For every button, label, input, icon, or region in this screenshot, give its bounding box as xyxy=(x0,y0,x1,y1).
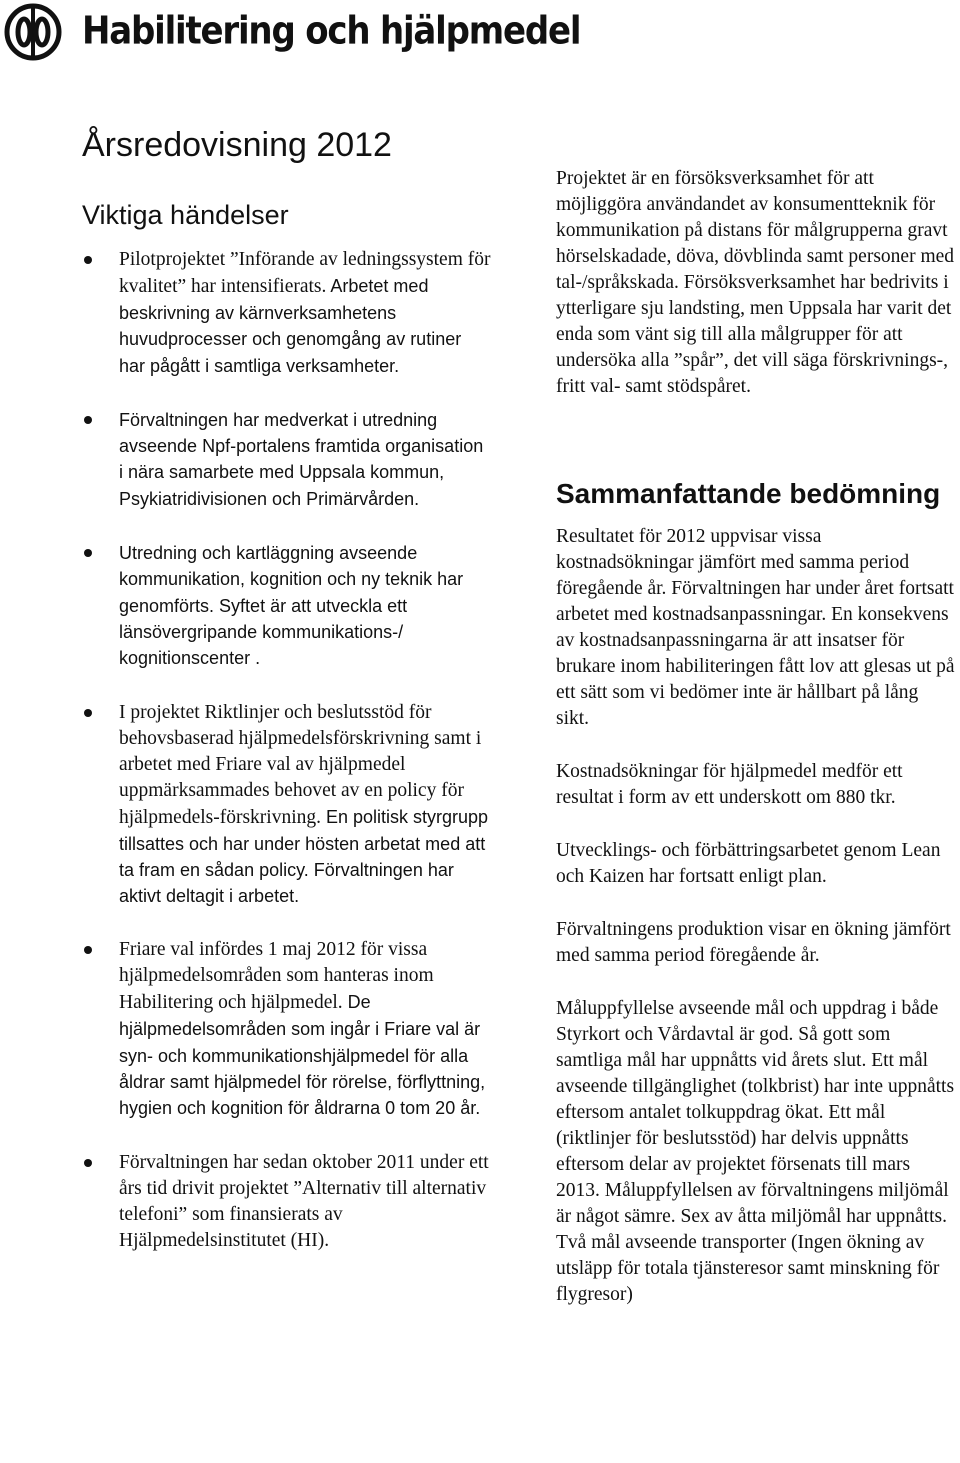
list-item xyxy=(82,407,492,512)
list-item-text-serif: I projektet Riktlinjer och beslutsstöd för behovsbaserad hjälpmedelsförskrivning samt i arbetet med Friare val av hjälpmedel uppmärksammades behovet av en policy för hjälpmedels-förskrivning. xyxy=(119,701,482,828)
list-item xyxy=(82,247,492,379)
bullet-icon xyxy=(84,416,92,424)
left-column xyxy=(82,247,492,1282)
page-header xyxy=(0,0,960,70)
summary-paragraph: Kostnadsökningar för hjälpmedel medför ett resultat i form av ett underskott om 880 tkr. xyxy=(556,761,903,808)
summary-paragraph: Måluppfyllelse avseende mål och uppdrag i både Styrkort och Vårdavtal är god. Så gott som samtliga mål har uppnåtts vid årets slut. Ett mål avseende tillgänglighet (tolkbrist) har inte uppnåtts eftersom antalet tolkuppdrag ökat. Ett mål (riktlinjer för beslutsstöd) har delvis uppnåtts eftersom delar av projektet försenats till mars 2013. Måluppfyllelsen av förvaltningens miljömål är något sämre. Sex av åtta miljömål har uppnåtts. Två mål avseende transporter (Ingen ökning av utsläpp för totala tjänsteresor samt minskning för flygresor) xyxy=(556,998,955,1305)
events-list xyxy=(82,247,492,1254)
summary-paragraph: Förvaltningens produktion visar en ökning jämfört med samma period föregående år. xyxy=(556,919,951,966)
brand-name: Habilitering och hjälpmedel xyxy=(82,9,581,54)
list-item xyxy=(82,700,492,910)
list-item-text-serif: Förvaltningen har sedan oktober 2011 under ett års tid drivit projektet ”Alternativ till alternativ telefoni” som finansierats av Hjälpmedelsinstitutet (HI). xyxy=(119,1151,489,1251)
list-item xyxy=(82,937,492,1121)
list-item-text-sans: De hjälpmedelsområden som ingår i Friare val är syn- och kommunikationshjälpmedel för alla åldrar samt hjälpmedel för rörelse, förflyttning, hygien och kognition för åldrarna 0 tom 20 år. xyxy=(119,992,486,1119)
right-column xyxy=(556,166,956,1335)
list-item-text-sans: Utredning och kartläggning avseende kommunikation, kognition och ny teknik har genomförts. xyxy=(119,543,464,616)
document-title: Årsredovisning 2012 xyxy=(82,126,392,164)
list-item-text-sans: Förvaltningen har medverkat i utredning avseende Npf-portalens framtida organisation i nära samarbete med Uppsala kommun, Psykiatridivisionen och Primärvården. xyxy=(119,409,484,509)
section-heading-important-events: Viktiga händelser xyxy=(82,200,289,230)
section-heading-summary: Sammanfattande bedömning xyxy=(556,478,941,509)
bullet-icon xyxy=(84,946,92,954)
bullet-icon xyxy=(84,709,92,717)
list-item xyxy=(82,540,492,671)
bullet-icon xyxy=(84,549,92,557)
bullet-icon xyxy=(84,1159,92,1167)
organization-logo-icon xyxy=(3,3,63,61)
list-item-text-serif: Friare val infördes 1 maj 2012 för vissa hjälpmedelsområden som hanteras inom Habilitering och hjälpmedel. xyxy=(119,939,434,1014)
list-item-text-serif: Pilotprojektet ”Införande av ledningssystem för kvalitet” har intensifierats. xyxy=(119,249,491,297)
summary-paragraph: Utvecklings- och förbättringsarbetet genom Lean och Kaizen har fortsatt enligt plan. xyxy=(556,840,941,887)
project-description: Projektet är en försöksverksamhet för att möjliggöra användandet av konsumentteknik för kommunikation på distans för målgrupperna gravt hörselskadade, döva, dövblinda samt personer med tal-/språkskada. Försöksverksamhet har bedrivits i ytterligare sju landsting, men Uppsala har varit det enda som vänt sig till alla målgrupper för att undersöka alla ”spår”, det vill säga förskrivnings-, fritt val- samt stödspåret. xyxy=(556,168,955,397)
list-item-text-sans: En politisk styrgrupp tillsattes och har under hösten arbetat med att ta fram en sådan policy. Förvaltningen har aktivt deltagit i arbetet. xyxy=(119,806,489,907)
list-item xyxy=(82,1150,492,1254)
list-item-text-sans: Syftet är att utveckla ett länsövergripande kommunikations-/ kognitionscenter . xyxy=(119,595,408,669)
bullet-icon xyxy=(84,256,92,264)
summary-paragraph: Resultatet för 2012 uppvisar vissa kostnadsökningar jämfört med samma period föregående år. Förvaltningen har under året fortsatt arbetet med kostnadsanpassningar. En konsekvens av kostnadsanpassningarna är att insatser för brukare inom habiliteringen fått lov att glesas ut på ett sätt som vi bedömer inte är hållbart på lång sikt. xyxy=(556,526,955,729)
list-item-text-sans: Arbetet med beskrivning av kärnverksamhetens huvudprocesser och genomgång av rutiner har pågått i samtliga verksamheter. xyxy=(119,276,462,376)
